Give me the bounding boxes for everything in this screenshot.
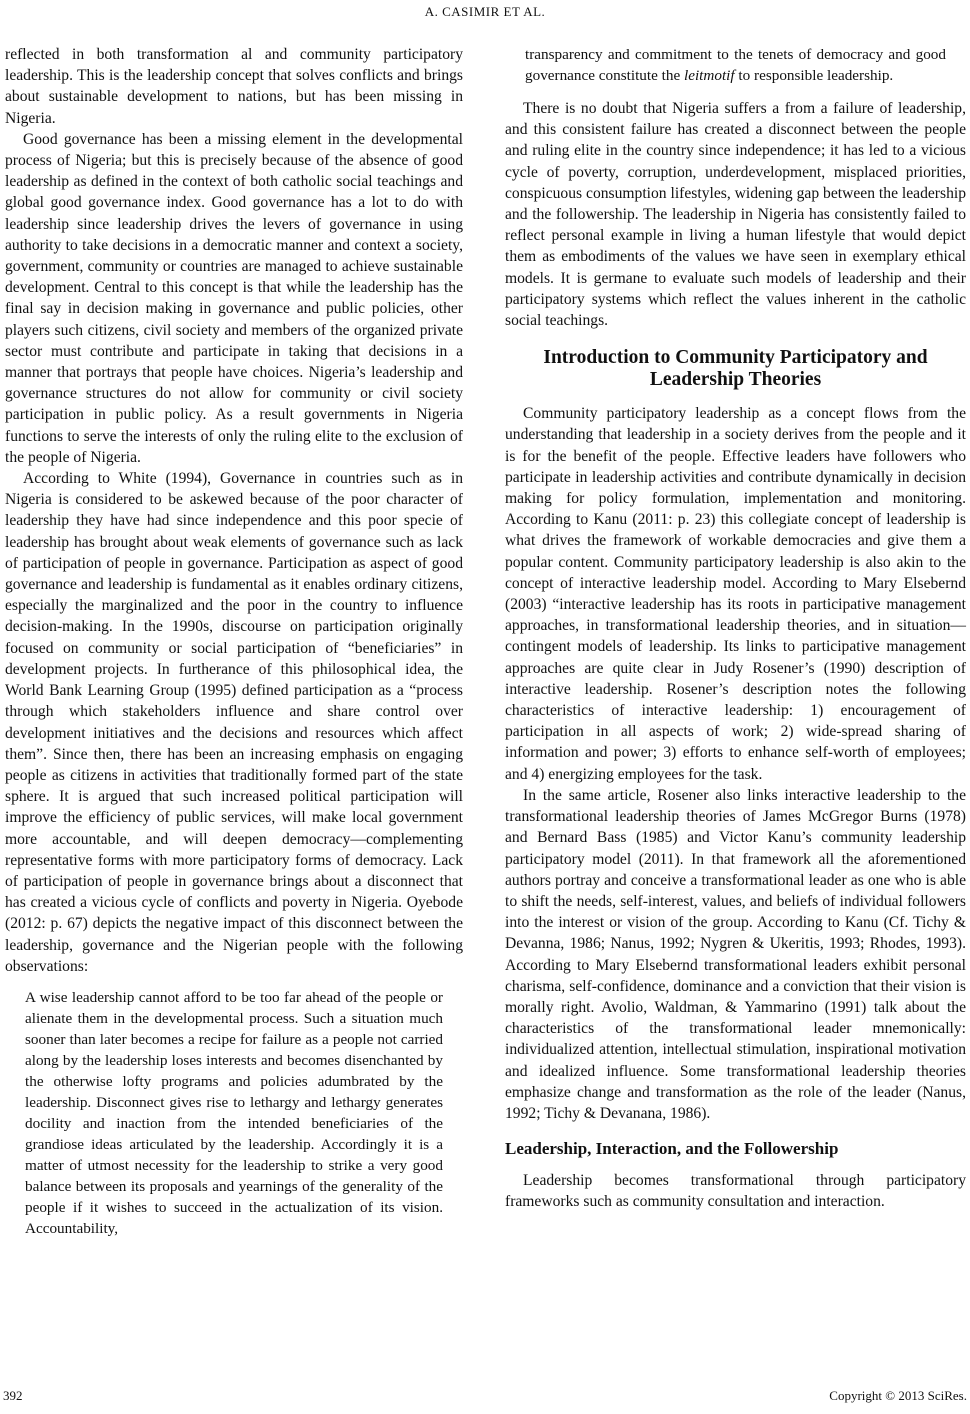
paragraph: Leadership becomes transformational through participatory frameworks such as community consultation and interaction. (505, 1172, 966, 1211)
section-heading: Introduction to Community Participatory and Leadership Theories (543, 347, 928, 391)
paragraph: In the same article, Rosener also links interactive leadership to the transformational leadership theories of James McGregor Burns (1978) and Bernard Bass (1985) and Victor Kanu’s community leadership participatory model (2011). In that framework all the aforementioned authors portray and conceive a transformational leader as one who is able to shift the needs, self-interest, values, and beliefs of individual followers into the interest or vision of the group. According to Kanu (Cf. Tichy & Devanna, 1986; Nanus, 1992; Nygren & Ukeritis, 1993; Rhodes, 1993). According to Mary Elsebernd transformational leaders exhibit personal charisma, self-confidence, dominance and a conviction that their vision is morally right. Avolio, Waldman, & Yammarino (1991) talk about the characteristics of the transformational leader mnemonically: individualized attention, intellectual stimulation, inspirational motivation and idealized influence. Some transformational leadership theories emphasize change and transformation as the role of the leader (Nanus, 1992; Tichy & Devanana, 1986). (505, 786, 966, 1122)
paragraph: There is no doubt that Nigeria suffers a from a failure of leadership, and this consistent failure has created a disconnect between the people and ruling elite in the country since independence; it has led to a vicious cycle of poverty, corruption, underdevelopment, misplaced priorities, conspicuous consumption lifestyles, widening gap between the leadership and the followership. The leadership in Nigeria has consistently failed to reflect personal example in living a human lifestyle that would depict them as embodiments of the values we have seen in exemplary ethical models. It is germane to evaluate such models of leadership and their participatory systems which reflect the values inherent in the catholic social teachings. (505, 100, 966, 330)
left-column (5, 44, 463, 1239)
paragraph: Good governance has been a missing element in the developmental process of Nigeria; but this is precisely because of the absence of good leadership as defined in the context of both catholic social teachings and global good governance index. Good governance has a lot to do with leadership since leadership drives the levers of governance in using authority to take decisions in a democratic manner and context a society, government, community or countries are managed to achieve sustainable development. Central to this concept is that while the leadership has the final say in decision making in governance and public policies, other players such citizens, civil society and members of the organized private sector must contribute and participate in taking that decisions in a manner that portrays that people have choices. Nigeria’s leadership and governance structures do not allow for community or civil society participation in public policy. As a result governments in Nigeria functions to serve the interests of only the ruling elite to the exclusion of the people of Nigeria. (5, 130, 463, 466)
quote-italic-term: leitmotif (684, 67, 735, 84)
copyright-notice: Copyright © 2013 SciRes. (829, 1388, 967, 1403)
block-quote: A wise leadership cannot afford to be too far ahead of the people or alienate them in the developmental process. Such a situation much sooner than later becomes a recipe for failure as a people not carried along by the leadership loses interests and becomes disenchanted by the otherwise lofty programs and policies adumbrated by the leadership. Disconnect gives rise to lethargy and lethargy generates docility and inaction from the intended beneficiaries of the grandiose ideas articulated by the leadership. Accordingly it is a matter of utmost necessity for the leadership to strike a very good balance between its proposals and yearnings of the generality of the people if it wishes to succeed in the actualization of its vision. Accountability, (25, 988, 443, 1237)
paragraph: According to White (1994), Governance in countries such as in Nigeria is considered to be askewed because of the poor character of leadership they have had since independence and this poor specie of leadership has brought about weak elements of governance such as lack of participation of people in governance. Participation as aspect of good governance and leadership is fundamental as it enables ordinary citizens, especially the marginalized and the poor in the country to influence decision-making. In the 1990s, discourse on participation originally focused on community or social participation of “beneficiaries” in development projects. In furtherance of this philosophical idea, the World Bank Learning Group (1995) defined participation as a “process through which stakeholders influence and share control over development initiatives and the decisions and resources which affect them”. Since then, there has been an increasing emphasis on engaging people as citizens in activities that traditionally formed part of the state sphere. It is argued that such increased political participation will improve the efficiency of public services, will make local government more accountable, and will deepen democracy—complementing representative forms with more participatory forms of democracy. Lack of participation of people in governance brings about a disconnect that has created a vicious cycle of conflicts and poverty in Nigeria. Oyebode (2012: p. 67) depicts the negative impact of this disconnect between the leadership, governance and the Nigerian people with the following observations: (5, 470, 463, 975)
subsection-heading: Leadership, Interaction, and the Followership (505, 1139, 839, 1159)
quote-text: to responsible leadership. (734, 67, 894, 84)
quote-text: transparency and commitment to the tenets of democracy and good governance constitute the (525, 46, 946, 84)
running-header: A. CASIMIR ET AL. (424, 4, 546, 19)
right-column (505, 44, 966, 1213)
paragraph: Community participatory leadership as a concept flows from the understanding that leadership in a society derives from the people and it is for the benefit of the people. Effective leaders have followers who participate in leadership activities and contribute dynamically in decision making for policy formulation, implementation and monitoring. According to Kanu (2011: p. 23) this collegiate concept of leadership is what drives the framework of workable democracies and give them a popular content. Community participatory leadership is also akin to the concept of interactive leadership model. According to Mary Elsebernd (2003) “interactive leadership has its roots in participative management approaches, in transformational leadership theories, and in situation—contingent models of leadership. Its links to participative management approaches are quite clear in Judy Rosener’s (1990) description of interactive leadership. Rosener’s description notes the following characteristics of interactive leadership: 1) encouragement of participation in all aspects of work; 2) wide-spread sharing of information and power; 3) efforts to enhance self-worth of employees; and 4) energizing employees for the task. (505, 405, 966, 783)
page-number: 392 (3, 1388, 23, 1403)
block-quote-continued (525, 44, 946, 86)
paragraph: reflected in both transformation al and community participatory leadership. This is the leadership concept that solves conflicts and brings about sustainable development to nations, but has been missing in Nigeria. (5, 46, 463, 127)
